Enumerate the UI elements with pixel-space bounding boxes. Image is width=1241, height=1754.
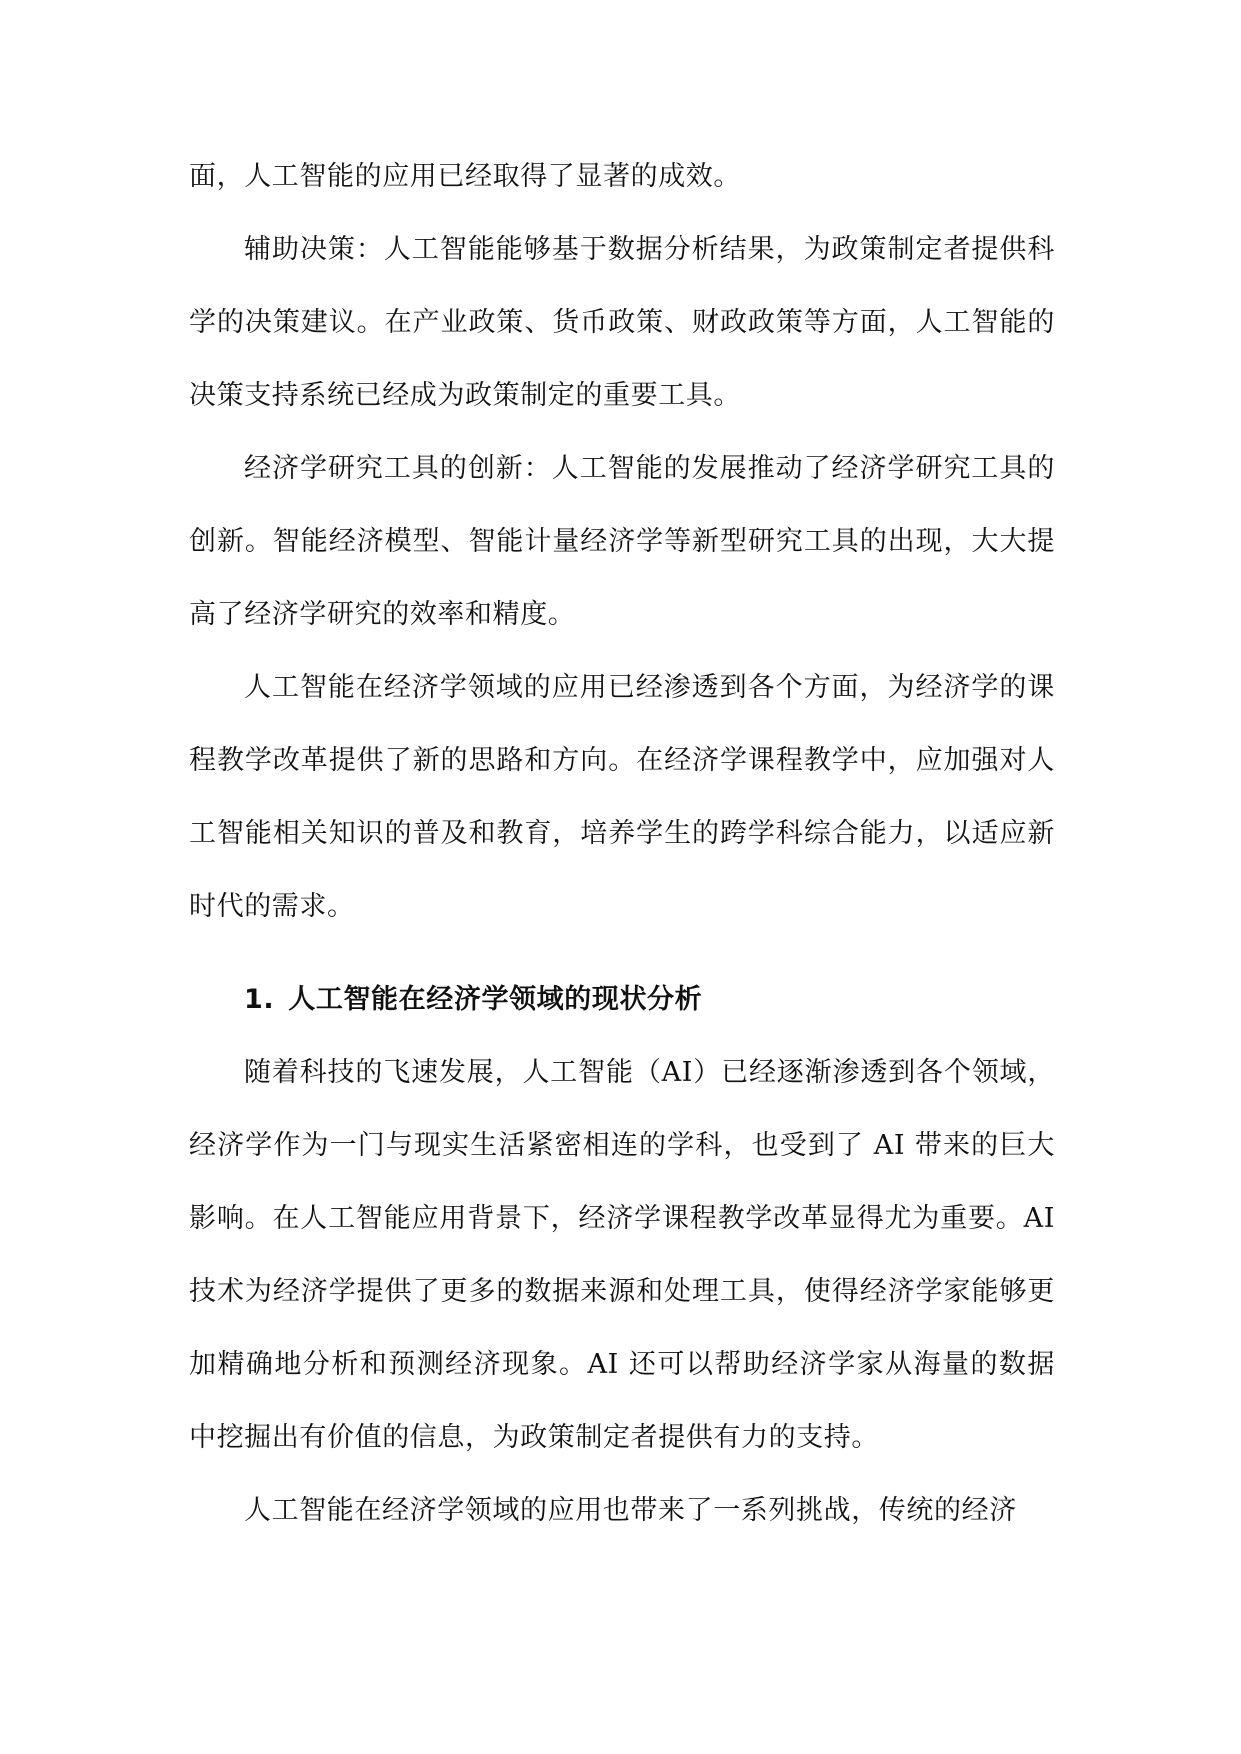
section-heading [189,963,1055,1036]
paragraph-decision-support: 辅助决策：人工智能能够基于数据分析结果，为政策制定者提供科学的决策建议。在产业政策、货币政策、财政政策等方面，人工智能的决策支持系统已经成为政策制定的重要工具。 [189,234,1055,411]
document-page [189,140,1055,1547]
paragraph-ai-application-summary: 人工智能在经济学领域的应用已经渗透到各个方面，为经济学的课程教学改革提供了新的思路和方向。在经济学课程教学中，应加强对人工智能相关知识的普及和教育，培养学生的跨学科综合能力，以适应新时代的需求。 [189,672,1055,922]
paragraph-research-tools: 经济学研究工具的创新：人工智能的发展推动了经济学研究工具的创新。智能经济模型、智能计量经济学等新型研究工具的出现，大大提高了经济学研究的效率和精度。 [189,453,1055,630]
paragraph-challenges: 人工智能在经济学领域的应用也带来了一系列挑战，传统的经济 [244,1495,1017,1526]
paragraph-status-analysis: 随着科技的飞速发展，人工智能（AI）已经逐渐渗透到各个领域，经济学作为一门与现实生活紧密相连的学科，也受到了 AI 带来的巨大影响。在人工智能应用背景下，经济学课程教学改革显得尤为重要。AI 技术为经济学提供了更多的数据来源和处理工具，使得经济学家能够更加精确地分析和预测经济现象。AI 还可以帮助经济学家从海量的数据中挖掘出有价值的信息，为政策制定者提供有力的支持。 [189,1057,1055,1453]
section-title: 人工智能在经济学领域的现状分析 [288,984,703,1015]
section-number: 1. [244,984,275,1015]
paragraph-continued: 面，人工智能的应用已经取得了显著的成效。 [189,161,741,192]
